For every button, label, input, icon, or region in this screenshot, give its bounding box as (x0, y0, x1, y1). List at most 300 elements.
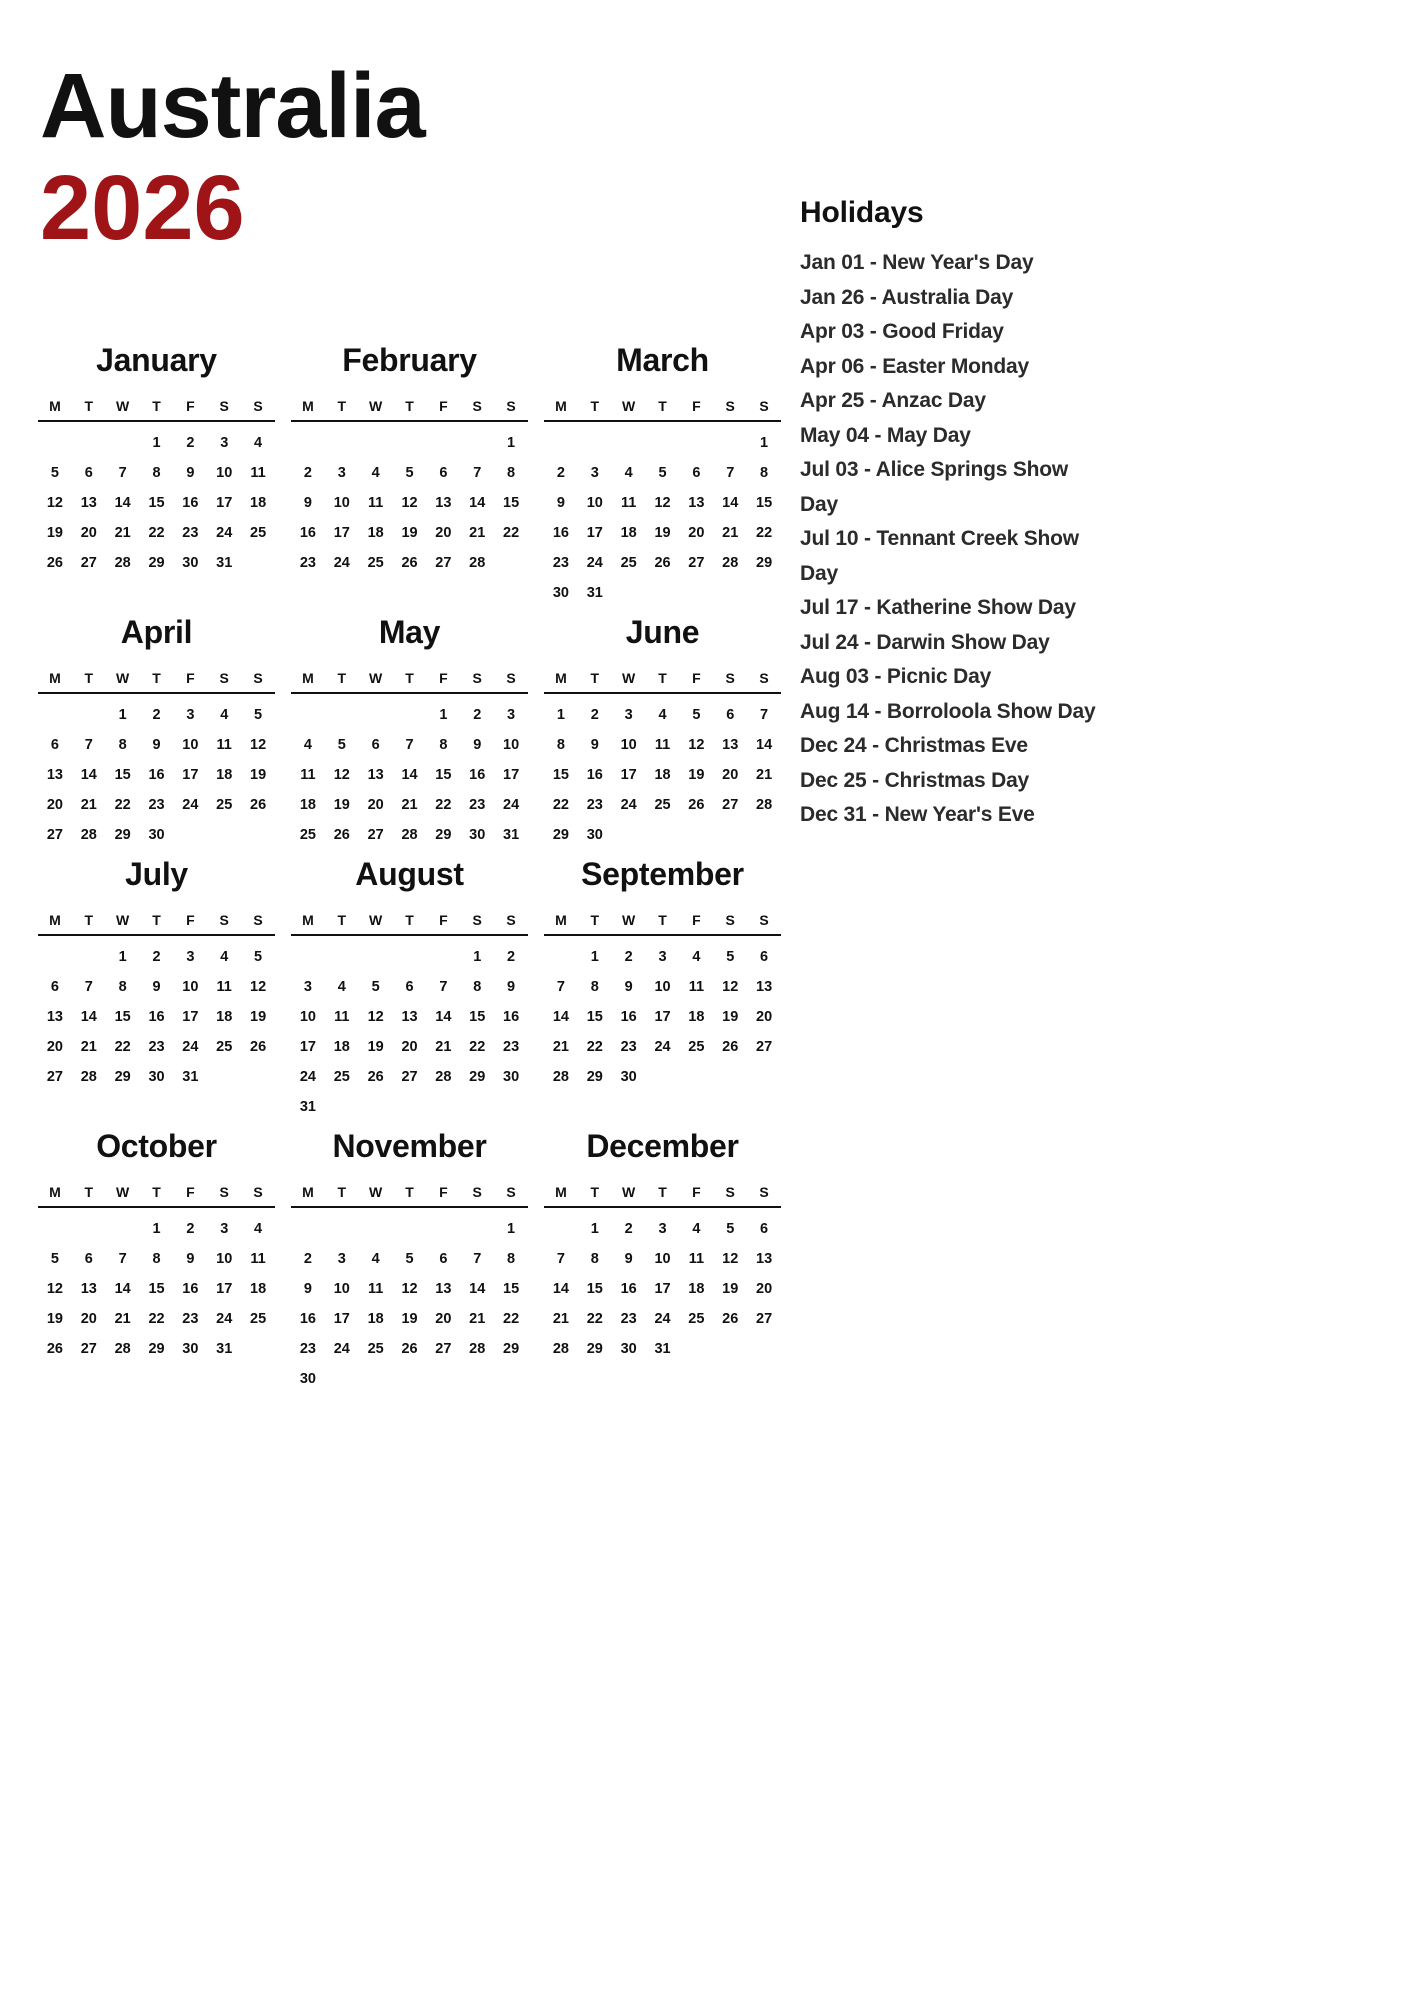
day-cell[interactable]: 28 (114, 555, 131, 571)
day-cell[interactable]: 20 (688, 525, 705, 541)
day-cell[interactable]: 10 (333, 495, 350, 511)
day-cell[interactable]: 22 (148, 1311, 165, 1327)
day-cell[interactable]: 30 (620, 1341, 637, 1357)
day-cell[interactable]: 9 (473, 737, 482, 753)
day-cell[interactable]: 3 (186, 707, 195, 723)
day-cell[interactable]: 18 (654, 767, 671, 783)
day-cell[interactable]: 29 (148, 1341, 165, 1357)
day-cell[interactable]: 25 (654, 797, 671, 813)
day-cell[interactable]: 25 (250, 525, 267, 541)
day-cell[interactable]: 11 (688, 979, 705, 995)
day-cell[interactable]: 26 (722, 1039, 739, 1055)
day-cell[interactable]: 7 (556, 1251, 565, 1267)
day-cell[interactable]: 18 (367, 1311, 384, 1327)
day-cell[interactable]: 13 (756, 1251, 773, 1267)
day-cell[interactable]: 8 (556, 737, 565, 753)
day-cell[interactable]: 26 (46, 555, 63, 571)
day-cell[interactable]: 20 (46, 1039, 63, 1055)
day-cell[interactable]: 8 (507, 1251, 516, 1267)
day-cell[interactable]: 2 (152, 949, 161, 965)
day-cell[interactable]: 30 (552, 585, 569, 601)
day-cell[interactable]: 1 (590, 949, 599, 965)
day-cell[interactable]: 20 (756, 1009, 773, 1025)
day-cell[interactable]: 27 (756, 1039, 773, 1055)
day-cell[interactable]: 17 (299, 1039, 316, 1055)
day-cell[interactable]: 2 (186, 435, 195, 451)
day-cell[interactable]: 30 (469, 827, 486, 843)
day-cell[interactable]: 24 (654, 1039, 671, 1055)
day-cell[interactable]: 3 (186, 949, 195, 965)
day-cell[interactable]: 17 (333, 525, 350, 541)
day-cell[interactable]: 24 (216, 1311, 233, 1327)
day-cell[interactable]: 23 (469, 797, 486, 813)
day-cell[interactable]: 20 (401, 1039, 418, 1055)
day-cell[interactable]: 31 (654, 1341, 671, 1357)
day-cell[interactable]: 18 (333, 1039, 350, 1055)
day-cell[interactable]: 16 (148, 767, 165, 783)
day-cell[interactable]: 24 (333, 555, 350, 571)
day-cell[interactable]: 24 (182, 797, 199, 813)
day-cell[interactable]: 9 (556, 495, 565, 511)
day-cell[interactable]: 24 (654, 1311, 671, 1327)
day-cell[interactable]: 28 (80, 827, 97, 843)
day-cell[interactable]: 9 (590, 737, 599, 753)
day-cell[interactable]: 30 (148, 1069, 165, 1085)
day-cell[interactable]: 13 (688, 495, 705, 511)
day-cell[interactable]: 3 (507, 707, 516, 723)
day-cell[interactable]: 17 (182, 767, 199, 783)
day-cell[interactable]: 27 (756, 1311, 773, 1327)
day-cell[interactable]: 9 (152, 737, 161, 753)
day-cell[interactable]: 23 (148, 1039, 165, 1055)
day-cell[interactable]: 10 (654, 1251, 671, 1267)
day-cell[interactable]: 27 (46, 1069, 63, 1085)
day-cell[interactable]: 10 (503, 737, 520, 753)
day-cell[interactable]: 22 (435, 797, 452, 813)
day-cell[interactable]: 9 (152, 979, 161, 995)
day-cell[interactable]: 12 (367, 1009, 384, 1025)
day-cell[interactable]: 17 (654, 1009, 671, 1025)
day-cell[interactable]: 25 (250, 1311, 267, 1327)
day-cell[interactable]: 3 (303, 979, 312, 995)
day-cell[interactable]: 27 (435, 1341, 452, 1357)
day-cell[interactable]: 12 (46, 495, 63, 511)
day-cell[interactable]: 6 (371, 737, 380, 753)
day-cell[interactable]: 13 (722, 737, 739, 753)
day-cell[interactable]: 4 (337, 979, 346, 995)
day-cell[interactable]: 6 (50, 737, 59, 753)
day-cell[interactable]: 21 (552, 1311, 569, 1327)
day-cell[interactable]: 18 (250, 1281, 267, 1297)
day-cell[interactable]: 9 (507, 979, 516, 995)
day-cell[interactable]: 11 (216, 979, 232, 995)
day-cell[interactable]: 5 (337, 737, 346, 753)
day-cell[interactable]: 12 (250, 737, 267, 753)
day-cell[interactable]: 13 (80, 1281, 97, 1297)
day-cell[interactable]: 29 (148, 555, 165, 571)
day-cell[interactable]: 12 (333, 767, 350, 783)
day-cell[interactable]: 3 (220, 1221, 229, 1237)
day-cell[interactable]: 3 (658, 949, 667, 965)
day-cell[interactable]: 13 (435, 495, 452, 511)
day-cell[interactable]: 5 (726, 1221, 735, 1237)
day-cell[interactable]: 26 (654, 555, 671, 571)
day-cell[interactable]: 17 (654, 1281, 671, 1297)
day-cell[interactable]: 27 (722, 797, 739, 813)
day-cell[interactable]: 6 (439, 465, 448, 481)
day-cell[interactable]: 30 (182, 1341, 199, 1357)
day-cell[interactable]: 25 (299, 827, 316, 843)
day-cell[interactable]: 8 (439, 737, 448, 753)
day-cell[interactable]: 27 (367, 827, 384, 843)
day-cell[interactable]: 20 (435, 525, 452, 541)
day-cell[interactable]: 1 (760, 435, 769, 451)
day-cell[interactable]: 9 (624, 979, 633, 995)
day-cell[interactable]: 5 (50, 1251, 59, 1267)
day-cell[interactable]: 22 (503, 525, 520, 541)
day-cell[interactable]: 25 (216, 1039, 233, 1055)
day-cell[interactable]: 29 (586, 1069, 603, 1085)
day-cell[interactable]: 15 (114, 767, 131, 783)
day-cell[interactable]: 15 (148, 1281, 165, 1297)
day-cell[interactable]: 25 (333, 1069, 350, 1085)
day-cell[interactable]: 8 (760, 465, 769, 481)
day-cell[interactable]: 3 (658, 1221, 667, 1237)
day-cell[interactable]: 23 (620, 1311, 637, 1327)
day-cell[interactable]: 6 (84, 465, 93, 481)
day-cell[interactable]: 11 (334, 1009, 350, 1025)
day-cell[interactable]: 11 (367, 495, 384, 511)
day-cell[interactable]: 8 (118, 979, 127, 995)
day-cell[interactable]: 21 (114, 525, 131, 541)
day-cell[interactable]: 16 (620, 1281, 637, 1297)
day-cell[interactable]: 21 (80, 1039, 97, 1055)
day-cell[interactable]: 4 (692, 949, 701, 965)
day-cell[interactable]: 12 (722, 1251, 739, 1267)
day-cell[interactable]: 1 (152, 1221, 161, 1237)
day-cell[interactable]: 5 (405, 1251, 414, 1267)
day-cell[interactable]: 14 (469, 1281, 486, 1297)
day-cell[interactable]: 10 (182, 979, 199, 995)
day-cell[interactable]: 15 (114, 1009, 131, 1025)
day-cell[interactable]: 30 (148, 827, 165, 843)
day-cell[interactable]: 7 (473, 465, 482, 481)
day-cell[interactable]: 31 (216, 555, 233, 571)
day-cell[interactable]: 13 (401, 1009, 418, 1025)
day-cell[interactable]: 1 (556, 707, 565, 723)
day-cell[interactable]: 22 (114, 1039, 131, 1055)
day-cell[interactable]: 28 (114, 1341, 131, 1357)
day-cell[interactable]: 1 (439, 707, 448, 723)
day-cell[interactable]: 2 (556, 465, 565, 481)
day-cell[interactable]: 30 (586, 827, 603, 843)
day-cell[interactable]: 10 (216, 1251, 233, 1267)
day-cell[interactable]: 21 (401, 797, 418, 813)
day-cell[interactable]: 2 (303, 465, 312, 481)
day-cell[interactable]: 22 (756, 525, 773, 541)
day-cell[interactable]: 6 (84, 1251, 93, 1267)
day-cell[interactable]: 16 (299, 525, 316, 541)
day-cell[interactable]: 17 (216, 1281, 233, 1297)
day-cell[interactable]: 14 (401, 767, 418, 783)
day-cell[interactable]: 10 (654, 979, 671, 995)
day-cell[interactable]: 7 (726, 465, 735, 481)
day-cell[interactable]: 21 (469, 525, 486, 541)
day-cell[interactable]: 25 (688, 1311, 705, 1327)
day-cell[interactable]: 28 (435, 1069, 452, 1085)
day-cell[interactable]: 14 (722, 495, 739, 511)
day-cell[interactable]: 19 (654, 525, 671, 541)
day-cell[interactable]: 2 (303, 1251, 312, 1267)
day-cell[interactable]: 20 (367, 797, 384, 813)
day-cell[interactable]: 28 (552, 1069, 569, 1085)
day-cell[interactable]: 23 (182, 1311, 199, 1327)
day-cell[interactable]: 6 (439, 1251, 448, 1267)
day-cell[interactable]: 19 (722, 1009, 739, 1025)
day-cell[interactable]: 27 (80, 1341, 97, 1357)
day-cell[interactable]: 17 (586, 525, 603, 541)
day-cell[interactable]: 1 (118, 707, 127, 723)
day-cell[interactable]: 26 (250, 1039, 267, 1055)
day-cell[interactable]: 28 (80, 1069, 97, 1085)
day-cell[interactable]: 29 (586, 1341, 603, 1357)
day-cell[interactable]: 17 (503, 767, 520, 783)
day-cell[interactable]: 4 (220, 707, 229, 723)
day-cell[interactable]: 5 (658, 465, 667, 481)
day-cell[interactable]: 28 (401, 827, 418, 843)
day-cell[interactable]: 17 (182, 1009, 199, 1025)
day-cell[interactable]: 22 (469, 1039, 486, 1055)
day-cell[interactable]: 3 (337, 465, 346, 481)
day-cell[interactable]: 28 (756, 797, 773, 813)
day-cell[interactable]: 16 (586, 767, 603, 783)
day-cell[interactable]: 13 (46, 1009, 63, 1025)
day-cell[interactable]: 19 (333, 797, 350, 813)
day-cell[interactable]: 8 (590, 1251, 599, 1267)
day-cell[interactable]: 6 (760, 1221, 769, 1237)
day-cell[interactable]: 14 (114, 495, 131, 511)
day-cell[interactable]: 21 (80, 797, 97, 813)
day-cell[interactable]: 10 (182, 737, 199, 753)
day-cell[interactable]: 4 (624, 465, 633, 481)
day-cell[interactable]: 24 (503, 797, 520, 813)
day-cell[interactable]: 2 (152, 707, 161, 723)
day-cell[interactable]: 12 (401, 495, 418, 511)
day-cell[interactable]: 26 (401, 555, 418, 571)
day-cell[interactable]: 15 (586, 1281, 603, 1297)
day-cell[interactable]: 1 (507, 1221, 516, 1237)
day-cell[interactable]: 23 (620, 1039, 637, 1055)
day-cell[interactable]: 26 (333, 827, 350, 843)
day-cell[interactable]: 28 (722, 555, 739, 571)
day-cell[interactable]: 26 (367, 1069, 384, 1085)
day-cell[interactable]: 9 (624, 1251, 633, 1267)
day-cell[interactable]: 24 (333, 1341, 350, 1357)
day-cell[interactable]: 23 (552, 555, 569, 571)
day-cell[interactable]: 5 (726, 949, 735, 965)
day-cell[interactable]: 16 (552, 525, 569, 541)
day-cell[interactable]: 31 (503, 827, 520, 843)
day-cell[interactable]: 23 (299, 555, 316, 571)
day-cell[interactable]: 3 (590, 465, 599, 481)
day-cell[interactable]: 23 (503, 1039, 520, 1055)
day-cell[interactable]: 20 (46, 797, 63, 813)
day-cell[interactable]: 29 (552, 827, 569, 843)
day-cell[interactable]: 16 (469, 767, 486, 783)
day-cell[interactable]: 12 (722, 979, 739, 995)
day-cell[interactable]: 27 (688, 555, 705, 571)
day-cell[interactable]: 18 (620, 525, 637, 541)
day-cell[interactable]: 16 (299, 1311, 316, 1327)
day-cell[interactable]: 6 (692, 465, 701, 481)
day-cell[interactable]: 4 (220, 949, 229, 965)
day-cell[interactable]: 10 (586, 495, 603, 511)
day-cell[interactable]: 23 (299, 1341, 316, 1357)
day-cell[interactable]: 29 (435, 827, 452, 843)
day-cell[interactable]: 19 (46, 525, 63, 541)
day-cell[interactable]: 25 (688, 1039, 705, 1055)
day-cell[interactable]: 7 (405, 737, 414, 753)
day-cell[interactable]: 4 (254, 1221, 263, 1237)
day-cell[interactable]: 21 (722, 525, 739, 541)
day-cell[interactable]: 21 (469, 1311, 486, 1327)
day-cell[interactable]: 5 (50, 465, 59, 481)
day-cell[interactable]: 8 (118, 737, 127, 753)
day-cell[interactable]: 7 (118, 465, 127, 481)
day-cell[interactable]: 11 (654, 737, 671, 753)
day-cell[interactable]: 19 (250, 1009, 267, 1025)
day-cell[interactable]: 10 (620, 737, 637, 753)
day-cell[interactable]: 27 (401, 1069, 418, 1085)
day-cell[interactable]: 15 (503, 495, 520, 511)
day-cell[interactable]: 9 (186, 1251, 195, 1267)
day-cell[interactable]: 7 (439, 979, 448, 995)
day-cell[interactable]: 8 (152, 465, 161, 481)
day-cell[interactable]: 20 (80, 1311, 97, 1327)
day-cell[interactable]: 29 (114, 827, 131, 843)
day-cell[interactable]: 20 (435, 1311, 452, 1327)
day-cell[interactable]: 12 (688, 737, 705, 753)
day-cell[interactable]: 4 (658, 707, 667, 723)
day-cell[interactable]: 11 (300, 767, 316, 783)
day-cell[interactable]: 24 (586, 555, 603, 571)
day-cell[interactable]: 19 (401, 1311, 418, 1327)
day-cell[interactable]: 1 (118, 949, 127, 965)
day-cell[interactable]: 4 (371, 465, 380, 481)
day-cell[interactable]: 18 (688, 1281, 705, 1297)
day-cell[interactable]: 12 (401, 1281, 418, 1297)
day-cell[interactable]: 12 (46, 1281, 63, 1297)
day-cell[interactable]: 30 (299, 1371, 316, 1387)
day-cell[interactable]: 20 (80, 525, 97, 541)
day-cell[interactable]: 15 (586, 1009, 603, 1025)
day-cell[interactable]: 6 (50, 979, 59, 995)
day-cell[interactable]: 25 (620, 555, 637, 571)
day-cell[interactable]: 7 (556, 979, 565, 995)
day-cell[interactable]: 22 (114, 797, 131, 813)
day-cell[interactable]: 26 (688, 797, 705, 813)
day-cell[interactable]: 15 (756, 495, 773, 511)
day-cell[interactable]: 6 (405, 979, 414, 995)
day-cell[interactable]: 3 (220, 435, 229, 451)
day-cell[interactable]: 1 (152, 435, 161, 451)
day-cell[interactable]: 26 (401, 1341, 418, 1357)
day-cell[interactable]: 26 (46, 1341, 63, 1357)
day-cell[interactable]: 15 (435, 767, 452, 783)
day-cell[interactable]: 29 (756, 555, 773, 571)
day-cell[interactable]: 7 (760, 707, 769, 723)
day-cell[interactable]: 2 (507, 949, 516, 965)
day-cell[interactable]: 25 (367, 1341, 384, 1357)
day-cell[interactable]: 15 (469, 1009, 486, 1025)
day-cell[interactable]: 3 (624, 707, 633, 723)
day-cell[interactable]: 11 (216, 737, 232, 753)
day-cell[interactable]: 6 (760, 949, 769, 965)
day-cell[interactable]: 16 (503, 1009, 520, 1025)
day-cell[interactable]: 7 (84, 737, 93, 753)
day-cell[interactable]: 19 (688, 767, 705, 783)
day-cell[interactable]: 4 (371, 1251, 380, 1267)
day-cell[interactable]: 22 (586, 1039, 603, 1055)
day-cell[interactable]: 11 (367, 1281, 384, 1297)
day-cell[interactable]: 8 (590, 979, 599, 995)
day-cell[interactable]: 11 (250, 1251, 266, 1267)
day-cell[interactable]: 30 (182, 555, 199, 571)
day-cell[interactable]: 9 (303, 495, 312, 511)
day-cell[interactable]: 14 (114, 1281, 131, 1297)
day-cell[interactable]: 27 (80, 555, 97, 571)
day-cell[interactable]: 11 (688, 1251, 705, 1267)
day-cell[interactable]: 18 (299, 797, 316, 813)
day-cell[interactable]: 31 (586, 585, 603, 601)
day-cell[interactable]: 19 (367, 1039, 384, 1055)
day-cell[interactable]: 24 (216, 525, 233, 541)
day-cell[interactable]: 31 (299, 1099, 316, 1115)
day-cell[interactable]: 2 (186, 1221, 195, 1237)
day-cell[interactable]: 8 (152, 1251, 161, 1267)
day-cell[interactable]: 18 (216, 767, 233, 783)
day-cell[interactable]: 10 (216, 465, 233, 481)
day-cell[interactable]: 13 (756, 979, 773, 995)
day-cell[interactable]: 19 (250, 767, 267, 783)
day-cell[interactable]: 30 (620, 1069, 637, 1085)
day-cell[interactable]: 16 (620, 1009, 637, 1025)
day-cell[interactable]: 27 (46, 827, 63, 843)
day-cell[interactable]: 28 (552, 1341, 569, 1357)
day-cell[interactable]: 4 (303, 737, 312, 753)
day-cell[interactable]: 7 (118, 1251, 127, 1267)
day-cell[interactable]: 24 (182, 1039, 199, 1055)
day-cell[interactable]: 5 (692, 707, 701, 723)
day-cell[interactable]: 25 (216, 797, 233, 813)
day-cell[interactable]: 2 (473, 707, 482, 723)
day-cell[interactable]: 22 (148, 525, 165, 541)
day-cell[interactable]: 26 (722, 1311, 739, 1327)
day-cell[interactable]: 7 (84, 979, 93, 995)
day-cell[interactable]: 4 (254, 435, 263, 451)
day-cell[interactable]: 15 (148, 495, 165, 511)
day-cell[interactable]: 28 (469, 555, 486, 571)
day-cell[interactable]: 16 (148, 1009, 165, 1025)
day-cell[interactable]: 14 (435, 1009, 452, 1025)
day-cell[interactable]: 13 (46, 767, 63, 783)
day-cell[interactable]: 19 (722, 1281, 739, 1297)
day-cell[interactable]: 20 (756, 1281, 773, 1297)
day-cell[interactable]: 21 (756, 767, 773, 783)
day-cell[interactable]: 14 (756, 737, 773, 753)
day-cell[interactable]: 1 (590, 1221, 599, 1237)
day-cell[interactable]: 18 (367, 525, 384, 541)
